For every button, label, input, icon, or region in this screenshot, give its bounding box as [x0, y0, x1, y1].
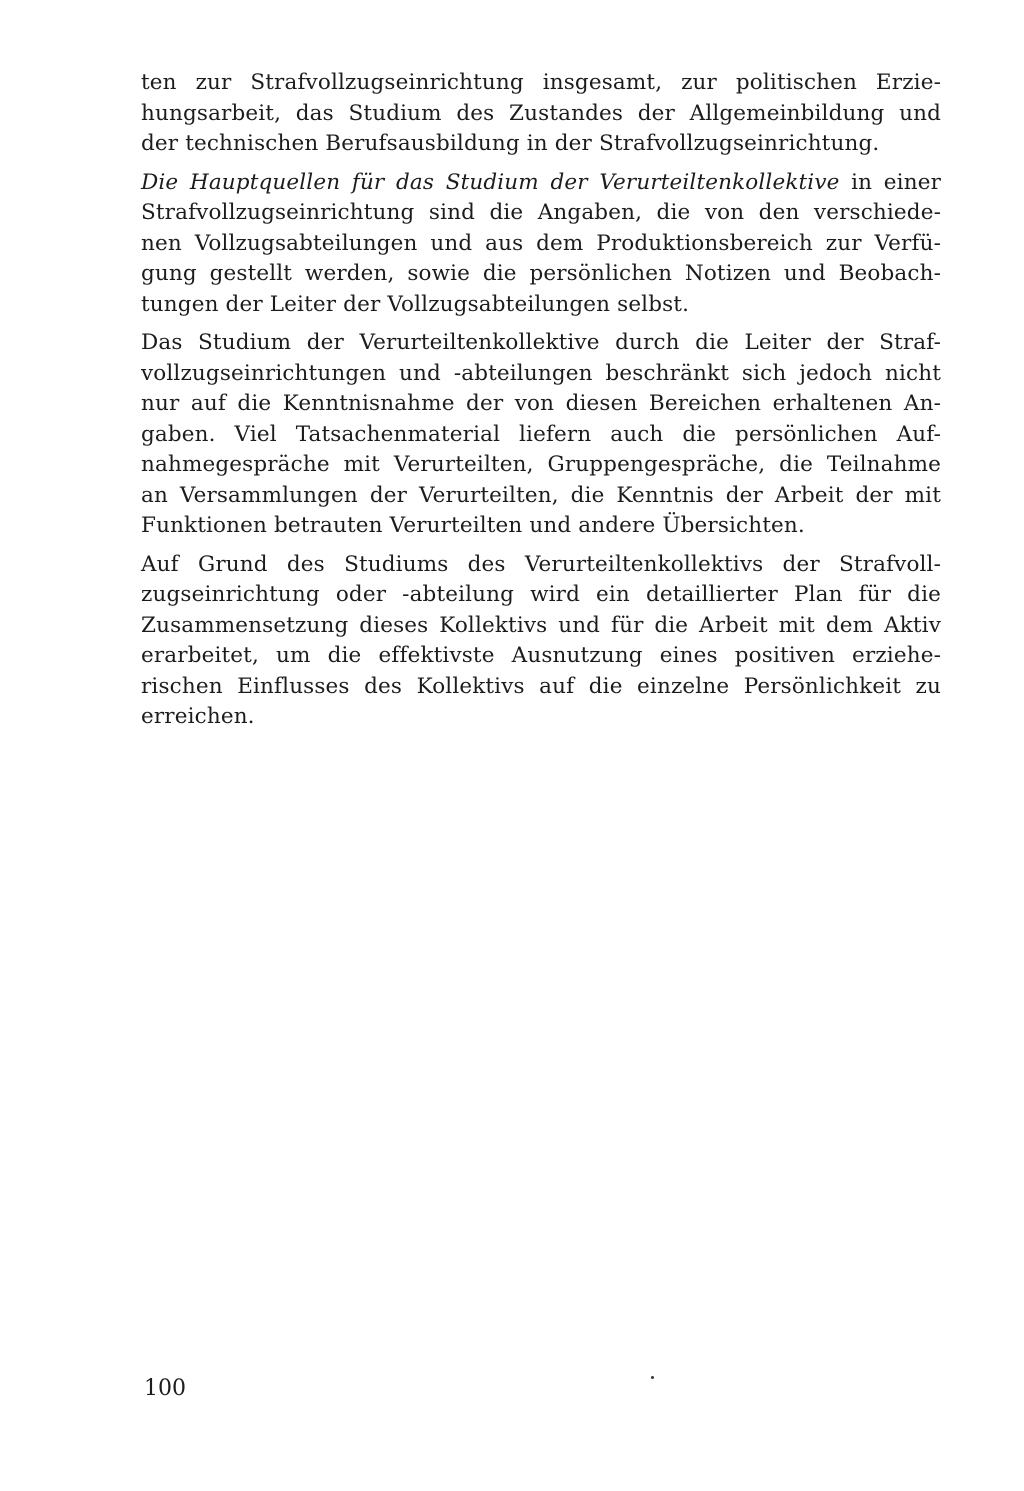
page-number: 100	[144, 1376, 186, 1401]
paragraph-3	[141, 328, 941, 542]
text-line: ten zur Strafvollzugseinrichtung insgesamt, zur politischen Erzie-	[141, 70, 941, 95]
text-line: rischen Einflusses des Kollektivs auf die einzelne Persönlichkeit zu	[141, 673, 941, 699]
text-run: in einer	[839, 169, 941, 195]
text-line: nur auf die Kenntnisnahme der von diesen Bereichen erhaltenen An-	[141, 391, 941, 416]
text-line: nahmegespräche mit Verurteilten, Gruppengespräche, die Teilnahme	[141, 452, 941, 477]
text-line: Das Studium der Verurteiltenkollektive durch die Leiter der Straf-	[141, 330, 941, 355]
text-line: zugseinrichtung oder -abteilung wird ein detaillierter Plan für die	[141, 582, 941, 607]
text-line: vollzugseinrichtungen und -abteilungen beschränkt sich jedoch nicht	[141, 360, 941, 386]
paragraph-4	[141, 550, 941, 733]
italic-emphasis: Die Hauptquellen für das Studium der Verurteiltenkollektive	[141, 169, 840, 195]
text-line: an Versammlungen der Verurteilten, die Kenntnis der Arbeit der mit	[141, 482, 941, 508]
text-line: tungen der Leiter der Vollzugsabteilungen selbst.	[141, 291, 690, 317]
text-line: Zusammensetzung dieses Kollektivs und für die Arbeit mit dem Aktiv	[141, 612, 941, 638]
text-line: Strafvollzugseinrichtung sind die Angaben, die von den verschiede-	[141, 200, 941, 225]
text-line: Auf Grund des Studiums des Verurteiltenkollektivs der Strafvoll-	[141, 551, 941, 577]
paragraph-2	[141, 168, 941, 321]
body-text	[141, 68, 941, 741]
text-line: gung gestellt werden, sowie die persönlichen Notizen und Beobach-	[141, 261, 941, 286]
text-line: hungsarbeit, das Studium des Zustandes der Allgemeinbildung und	[141, 100, 941, 126]
text-line: erreichen.	[141, 704, 255, 729]
print-speck	[651, 1376, 654, 1379]
text-line: erarbeitet, um die effektivste Ausnutzung eines positiven erziehe-	[141, 643, 941, 668]
text-line: der technischen Berufsausbildung in der Strafvollzugseinrichtung.	[141, 131, 880, 156]
paragraph-1	[141, 68, 941, 160]
text-line-mixed	[141, 168, 941, 199]
text-line: gaben. Viel Tatsachenmaterial liefern auch die persönlichen Auf-	[141, 421, 941, 447]
text-line: Funktionen betrauten Verurteilten und andere Übersichten.	[141, 513, 805, 538]
text-line: nen Vollzugsabteilungen und aus dem Produktionsbereich zur Verfü-	[141, 230, 941, 256]
